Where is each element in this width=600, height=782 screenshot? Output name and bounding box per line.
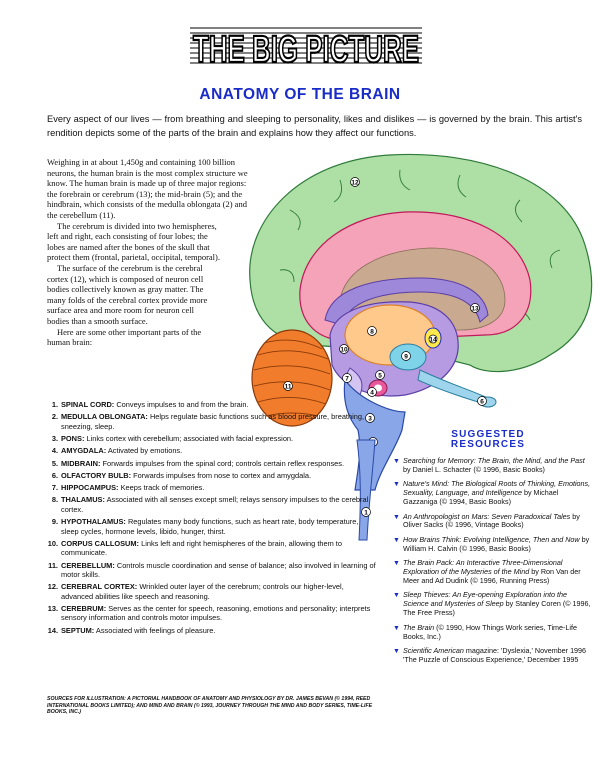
triangle-bullet-icon: ▼ <box>393 536 400 544</box>
resource-item: ▼ The Brain (© 1990, How Things Work series, Time-Life Books, Inc.) <box>393 622 578 641</box>
resource-item: ▼ Searching for Memory: The Brain, the Mind, and the Past by Daniel L. Schacter (© 1996, Basic Books) <box>393 456 585 474</box>
diagram-label-13: 13 <box>471 305 479 313</box>
triangle-bullet-icon: ▼ <box>393 624 400 632</box>
diagram-label-8: 8 <box>370 328 374 336</box>
triangle-bullet-icon: ▼ <box>393 481 400 489</box>
page-title: ANATOMY OF THE BRAIN <box>199 86 401 103</box>
legend-item: 13. CEREBRUM: Serves as the center for speech, reasoning, emotions and personality; interprets sensory information and controls motor impulses. <box>47 604 371 623</box>
legend-item: 10. CORPUS CALLOSUM: Links left and right hemispheres of the brain, allowing them to communicate. <box>47 538 342 558</box>
banner-logo <box>190 22 422 71</box>
diagram-label-11: 11 <box>284 383 292 391</box>
resource-item: ▼ Sleep Thieves: An Eye-opening Exploration into the Science and Mysteries of Sleep by Stanley Coren (© 1996, The Free Press) <box>393 590 591 618</box>
intro-text: Every aspect of our lives — from breathing and sleeping to personality, likes and dislikes — is governed by the brain. This artist's rendition depicts some of the parts of the brain and explains how they affect our functions. <box>47 114 582 138</box>
legend-item: 4. AMYGDALA: Activated by emotions. <box>51 446 183 456</box>
banner-text: THE BIG PICTURE <box>193 29 419 71</box>
triangle-bullet-icon: ▼ <box>393 560 400 568</box>
legend-item: 12. CEREBRAL CORTEX: Wrinkled outer layer of the cerebrum; controls our higher-level, advanced abilities like speech and reasoning. <box>47 582 344 601</box>
resource-item: ▼ How Brains Think: Evolving Intelligence, Then and Now by William H. Calvin (© 1996, Basic Books) <box>393 534 590 553</box>
resource-item: ▼ Scientific American magazine: 'Dyslexia,' November 1996 'The Puzzle of Conscious Experience,' December 1995 <box>393 645 587 664</box>
legend-item: 1. SPINAL CORD: Conveys impulses to and from the brain. <box>51 400 249 409</box>
legend-item: 5. MIDBRAIN: Forwards impulses from the spinal cord; controls certain reflex responses. <box>51 458 345 468</box>
resources-list <box>393 457 593 670</box>
legend-list <box>47 400 377 638</box>
legend-item: 11. CEREBELLUM: Controls muscle coordination and sense of balance; also involved in learning of motor skills. <box>48 560 376 579</box>
legend-item: 9. HYPOTHALAMUS: Regulates many body functions, such as heart rate, body temperature, sleep cycles, hormone levels, libido, hunger, thirst. <box>51 517 359 536</box>
diagram-label-12: 12 <box>351 179 359 187</box>
resource-item: ▼ Nature's Mind: The Biological Roots of Thinking, Emotions, Sexuality, Language, and Intelligence by Michael Gazzaniga (© 1994, Basic Books) <box>393 479 591 507</box>
body-text <box>47 157 250 348</box>
paragraph-4: Here are some other important parts of the human brain: <box>47 326 202 348</box>
resource-item: ▼ An Anthropologist on Mars: Seven Paradoxical Tales by Oliver Sacks (© 1996, Vintage Books) <box>393 511 580 530</box>
legend-item: 3. PONS: Links cortex with cerebellum; associated with facial expression. <box>51 434 294 443</box>
banner-graphic <box>190 22 422 71</box>
triangle-bullet-icon: ▼ <box>393 647 400 655</box>
diagram-label-3: 3 <box>368 415 372 423</box>
triangle-bullet-icon: ▼ <box>393 592 400 600</box>
triangle-bullet-icon: ▼ <box>393 458 400 465</box>
resources-heading: SUGGESTED RESOURCES <box>450 429 526 450</box>
paragraph-2: The cerebrum is divided into two hemispheres, left and right, each consisting of four lobes; the lobes are named after the bones of the skull that protect them (frontal, parietal, occipital, temporal). <box>47 220 220 263</box>
diagram-label-5: 5 <box>378 372 382 380</box>
legend-item: 2. MEDULLA OBLONGATA: Helps regulate basic functions such as blood pressure, breathing, sneezing, sleep. <box>51 412 365 431</box>
diagram-label-1: 1 <box>364 509 368 517</box>
diagram-label-9: 9 <box>404 353 408 361</box>
resource-item: ▼ The Brain Pack: An Interactive Three-Dimensional Exploration of the Mysteries of the Mind by Ron Van der Meer and Ad Dudink (© 1996, Running Press) <box>393 558 581 585</box>
legend-item: 7. HIPPOCAMPUS: Keeps track of memories. <box>51 483 205 493</box>
diagram-label-7: 7 <box>345 375 349 383</box>
diagram-label-10: 10 <box>340 346 348 354</box>
paragraph-3: The surface of the cerebrum is the cerebral cortex (12), which is composed of neuron cell bodies collectively known as gray matter. The many folds of the cerebral cortex provide more surface area and more room for neuron cell bodies than a smooth surface. <box>47 262 208 326</box>
diagram-label-14: 14 <box>429 336 437 344</box>
legend-item: 14. SEPTUM: Associated with feelings of pleasure. <box>47 625 216 635</box>
triangle-bullet-icon: ▼ <box>393 513 400 521</box>
paragraph-1: Weighing in at about 1,450g and containing 100 billion neurons, the human brain is the most complex structure we know. The human brain is made up of three major regions: the forebrain or cerebrum (13); the mid-brain (5); and the hindbrain, which consists of the medulla oblongata (2) and the cerebellum (11). <box>47 157 248 220</box>
legend-item: 6. OLFACTORY BULB: Forwards impulses from nose to cortex and amygdala. <box>51 470 312 480</box>
diagram-label-4: 4 <box>370 389 374 397</box>
diagram-label-6: 6 <box>480 398 484 406</box>
sources-note: SOURCES FOR ILLUSTRATION: A PICTORIAL HANDBOOK OF ANATOMY AND PHYSIOLOGY BY DR. JAMES BEVAN (© 1994, REED INTERNATIONAL BOOKS LIMITED); AND MIND AND BRAIN (© 1993, JOURNEY THROUGH THE MIND AND BODY SERIES, TIME-LIFE BOOKS, INC.) <box>47 696 373 716</box>
legend-item: 8. THALAMUS: Associated with all senses except smell; relays sensory impulses to the cerebral cortex. <box>51 495 369 514</box>
